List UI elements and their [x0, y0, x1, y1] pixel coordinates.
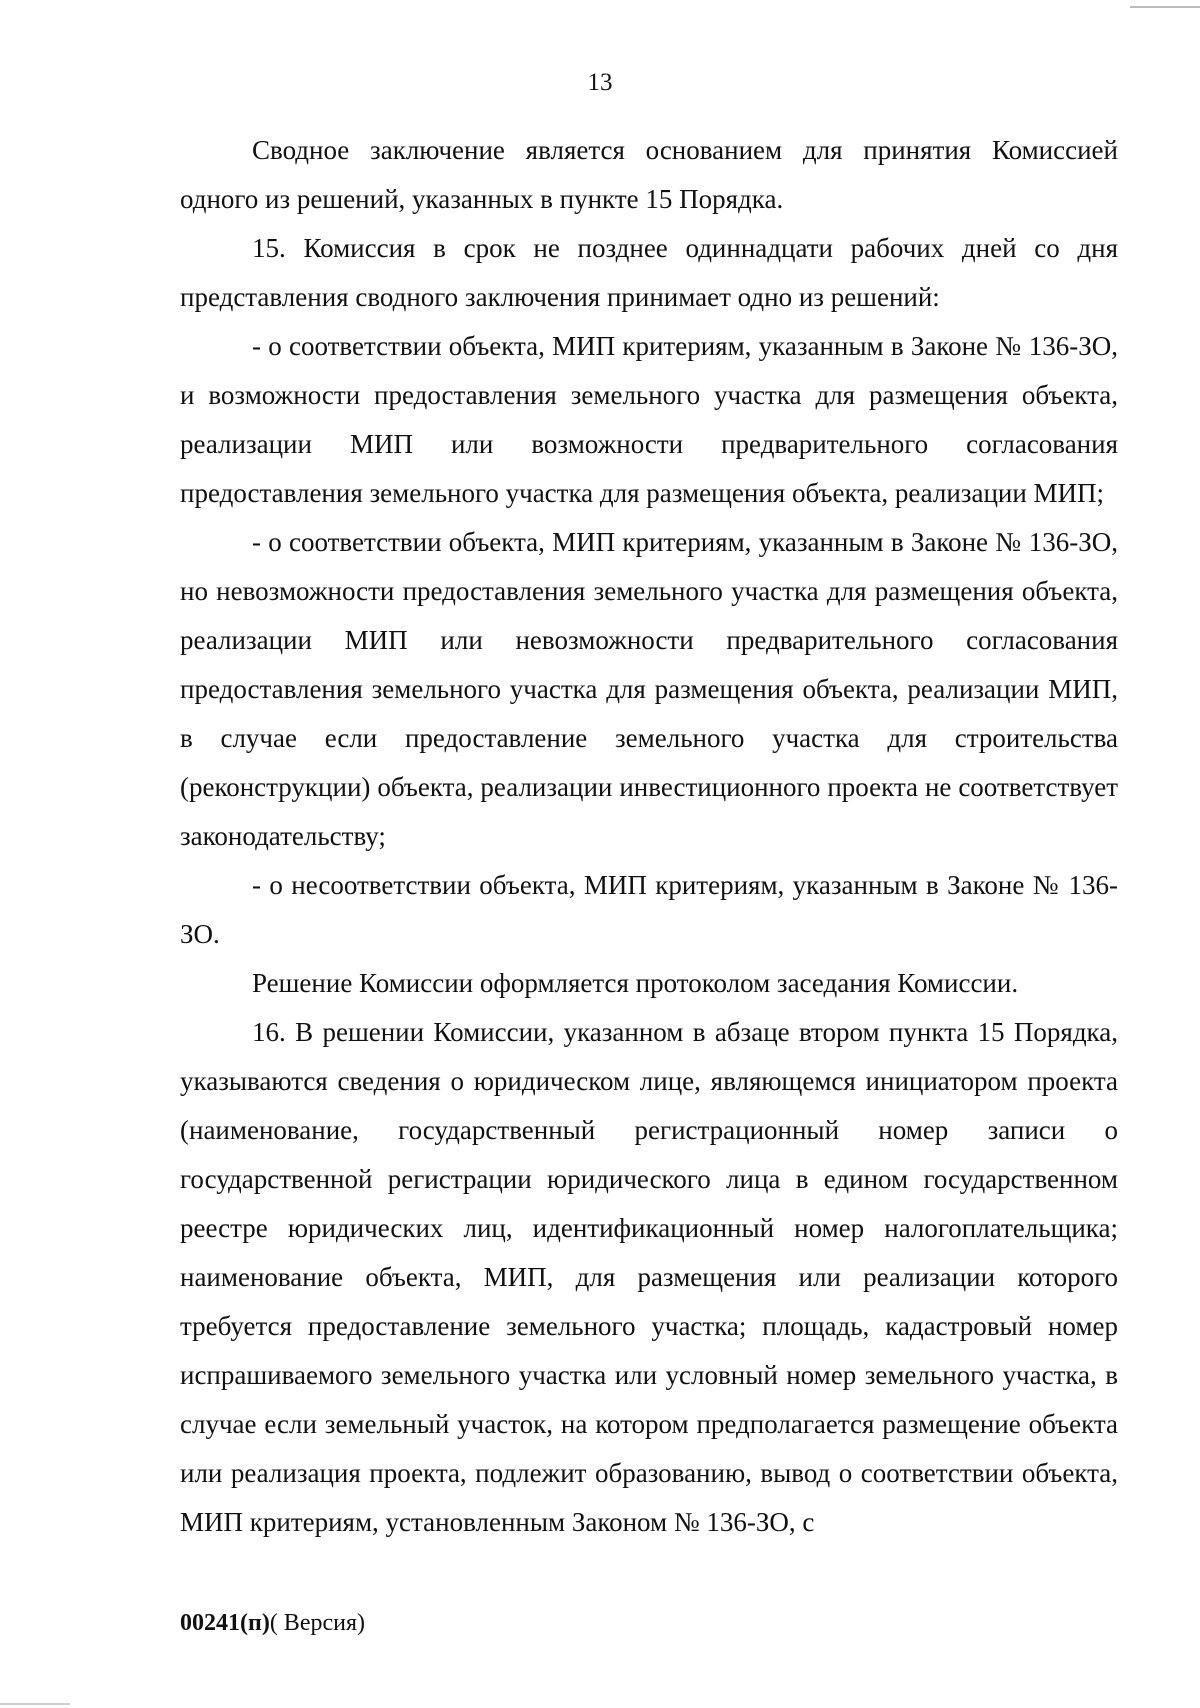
paragraph-decision-option-1: - о соответствии объекта, МИП критериям, указанным в Законе № 136-ЗО, и возможности предоставления земельного участка для размещения объекта, реализации МИП или возможности предварительного согласования предоставления земельного участка для размещения объекта, реализации МИП; — [180, 331, 1118, 508]
scan-edge-mark — [1130, 6, 1200, 8]
document-footer — [180, 1608, 365, 1638]
document-body — [180, 126, 1118, 1547]
paragraph-item-16: 16. В решении Комиссии, указанном в абзаце втором пункта 15 Порядка, указываются сведения о юридическом лице, являющемся инициатором проекта (наименование, государственный регистрационный номер записи о государственной регистрации юридического лица в едином государственном реестре юридических лиц, идентификационный номер налогоплательщика; наименование объекта, МИП, для размещения или реализации которого требуется предоставление земельного участка; площадь, кадастровый номер испрашиваемого земельного участка или условный номер земельного участка, в случае если земельный участок, на котором предполагается размещение объекта или реализация проекта, подлежит образованию, вывод о соответствии объекта, МИП критериям, установленным Законом № 136-ЗО, с — [180, 1017, 1118, 1537]
document-version: ( Версия) — [269, 1610, 365, 1636]
document-code: 00241(п) — [180, 1610, 270, 1636]
paragraph-item-15: 15. Комиссия в срок не позднее одиннадцати рабочих дней со дня представления сводного заключения принимает одно из решений: — [180, 233, 1118, 312]
paragraph-protocol: Решение Комиссии оформляется протоколом заседания Комиссии. — [252, 968, 1019, 998]
paragraph-decision-option-3: - о несоответствии объекта, МИП критериям, указанным в Законе № 136-ЗО. — [180, 870, 1118, 949]
paragraph-summary-conclusion: Сводное заключение является основанием для принятия Комиссией одного из решений, указанных в пункте 15 Порядка. — [180, 135, 1118, 214]
scan-edge-mark-bottom — [0, 1703, 70, 1705]
page-number: 13 — [587, 69, 613, 96]
paragraph-decision-option-2: - о соответствии объекта, МИП критериям, указанным в Законе № 136-ЗО, но невозможности предоставления земельного участка для размещения объекта, реализации МИП или невозможности предварительного согласования предоставления земельного участка для размещения объекта, реализации МИП, в случае если предоставление земельного участка для строительства (реконструкции) объекта, реализации инвестиционного проекта не соответствует законодательству; — [180, 527, 1118, 851]
